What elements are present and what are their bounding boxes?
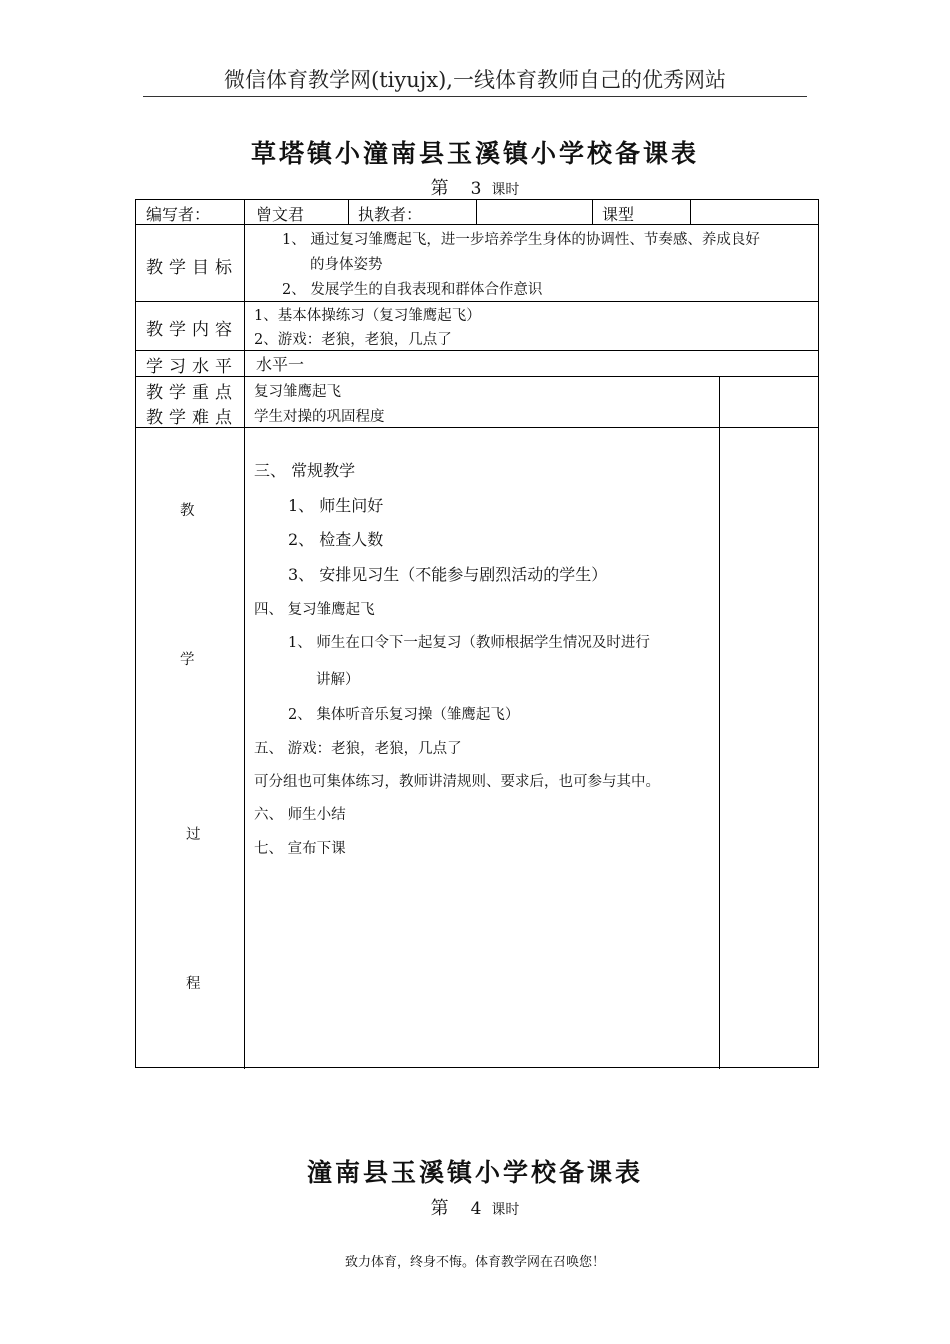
process-step: 3、 安排见习生（不能参与剧烈活动的学生） (288, 565, 608, 584)
header-rule (143, 96, 807, 97)
difficulty-label: 教学难点 (146, 408, 238, 428)
difficulty-value: 学生对操的巩固程度 (254, 409, 385, 425)
lesson-num: 3 (470, 179, 482, 199)
page-footer: 致力体育，终身不悔。体育教学网在召唤您！ (344, 1255, 605, 1270)
lesson-number (0, 174, 950, 200)
process-step: 五、 游戏：老狼，老狼，几点了 (254, 741, 462, 757)
content-label: 教学内容 (146, 320, 238, 340)
row-divider (136, 376, 818, 377)
author-value: 曾文君 (256, 205, 305, 224)
process-step: 七、 宣布下课 (254, 841, 346, 857)
process-step: 1、 师生在口令下一起复习（教师根据学生情况及时进行 (288, 635, 650, 651)
row-divider (136, 350, 818, 351)
process-step: 1、 师生问好 (288, 496, 384, 515)
row-divider (136, 301, 818, 302)
site-header: 微信体育教学网(tiyujx),一线体育教师自己的优秀网站 (224, 68, 726, 92)
lesson-unit: 课时 (491, 182, 520, 198)
goal-item: 2、 发展学生的自我表现和群体合作意识 (282, 282, 543, 298)
content-item: 1、基本体操练习（复习雏鹰起飞） (254, 308, 481, 324)
process-step-continued: 讲解） (316, 672, 360, 688)
lesson-unit: 课时 (491, 1202, 520, 1218)
level-label: 学习水平 (146, 357, 238, 377)
doc-title: 草塔镇小潼南县玉溪镇小学校备课表 (250, 139, 699, 168)
col-divider (244, 200, 245, 1069)
goal-item: 1、 通过复习雏鹰起飞，进一步培养学生身体的协调性、节奏感、养成良好 (282, 232, 760, 248)
col-divider (476, 200, 477, 224)
process-label-char: 学 (180, 652, 195, 668)
lesson-plan-table (135, 199, 819, 1068)
process-label-char: 程 (186, 976, 201, 992)
process-step: 2、 集体听音乐复习操（雏鹰起飞） (288, 707, 520, 723)
process-step: 四、 复习雏鹰起飞 (254, 602, 375, 618)
col-divider (592, 200, 593, 224)
process-step: 三、 常规教学 (254, 461, 356, 480)
process-step: 可分组也可集体练习，教师讲清规则、要求后，也可参与其中。 (254, 774, 660, 790)
lesson-prefix: 第 (430, 1198, 449, 1219)
col-divider (690, 200, 691, 224)
next-lesson-number (0, 1194, 950, 1220)
process-label-char: 过 (186, 827, 201, 843)
goal-label: 教学目标 (146, 258, 238, 278)
lesson-num: 4 (470, 1199, 482, 1219)
row-divider (136, 224, 818, 225)
lesson-prefix: 第 (430, 178, 449, 199)
teacher-label: 执教者： (358, 205, 423, 224)
next-doc-title: 潼南县玉溪镇小学校备课表 (306, 1158, 643, 1187)
process-step: 六、 师生小结 (254, 807, 346, 823)
key-point-value: 复习雏鹰起飞 (254, 384, 341, 400)
process-label-char: 教 (180, 503, 195, 519)
process-step: 2、 检查人数 (288, 530, 384, 549)
goal-item-continued: 的身体姿势 (310, 257, 383, 273)
level-value: 水平一 (256, 355, 305, 374)
key-point-label: 教学重点 (146, 383, 238, 403)
row-divider (136, 427, 818, 428)
col-divider (719, 376, 720, 1069)
col-divider (348, 200, 349, 224)
content-item: 2、游戏：老狼，老狼，几点了 (254, 332, 452, 348)
lesson-type-label: 课型 (602, 205, 635, 224)
author-label: 编写者： (146, 205, 211, 224)
